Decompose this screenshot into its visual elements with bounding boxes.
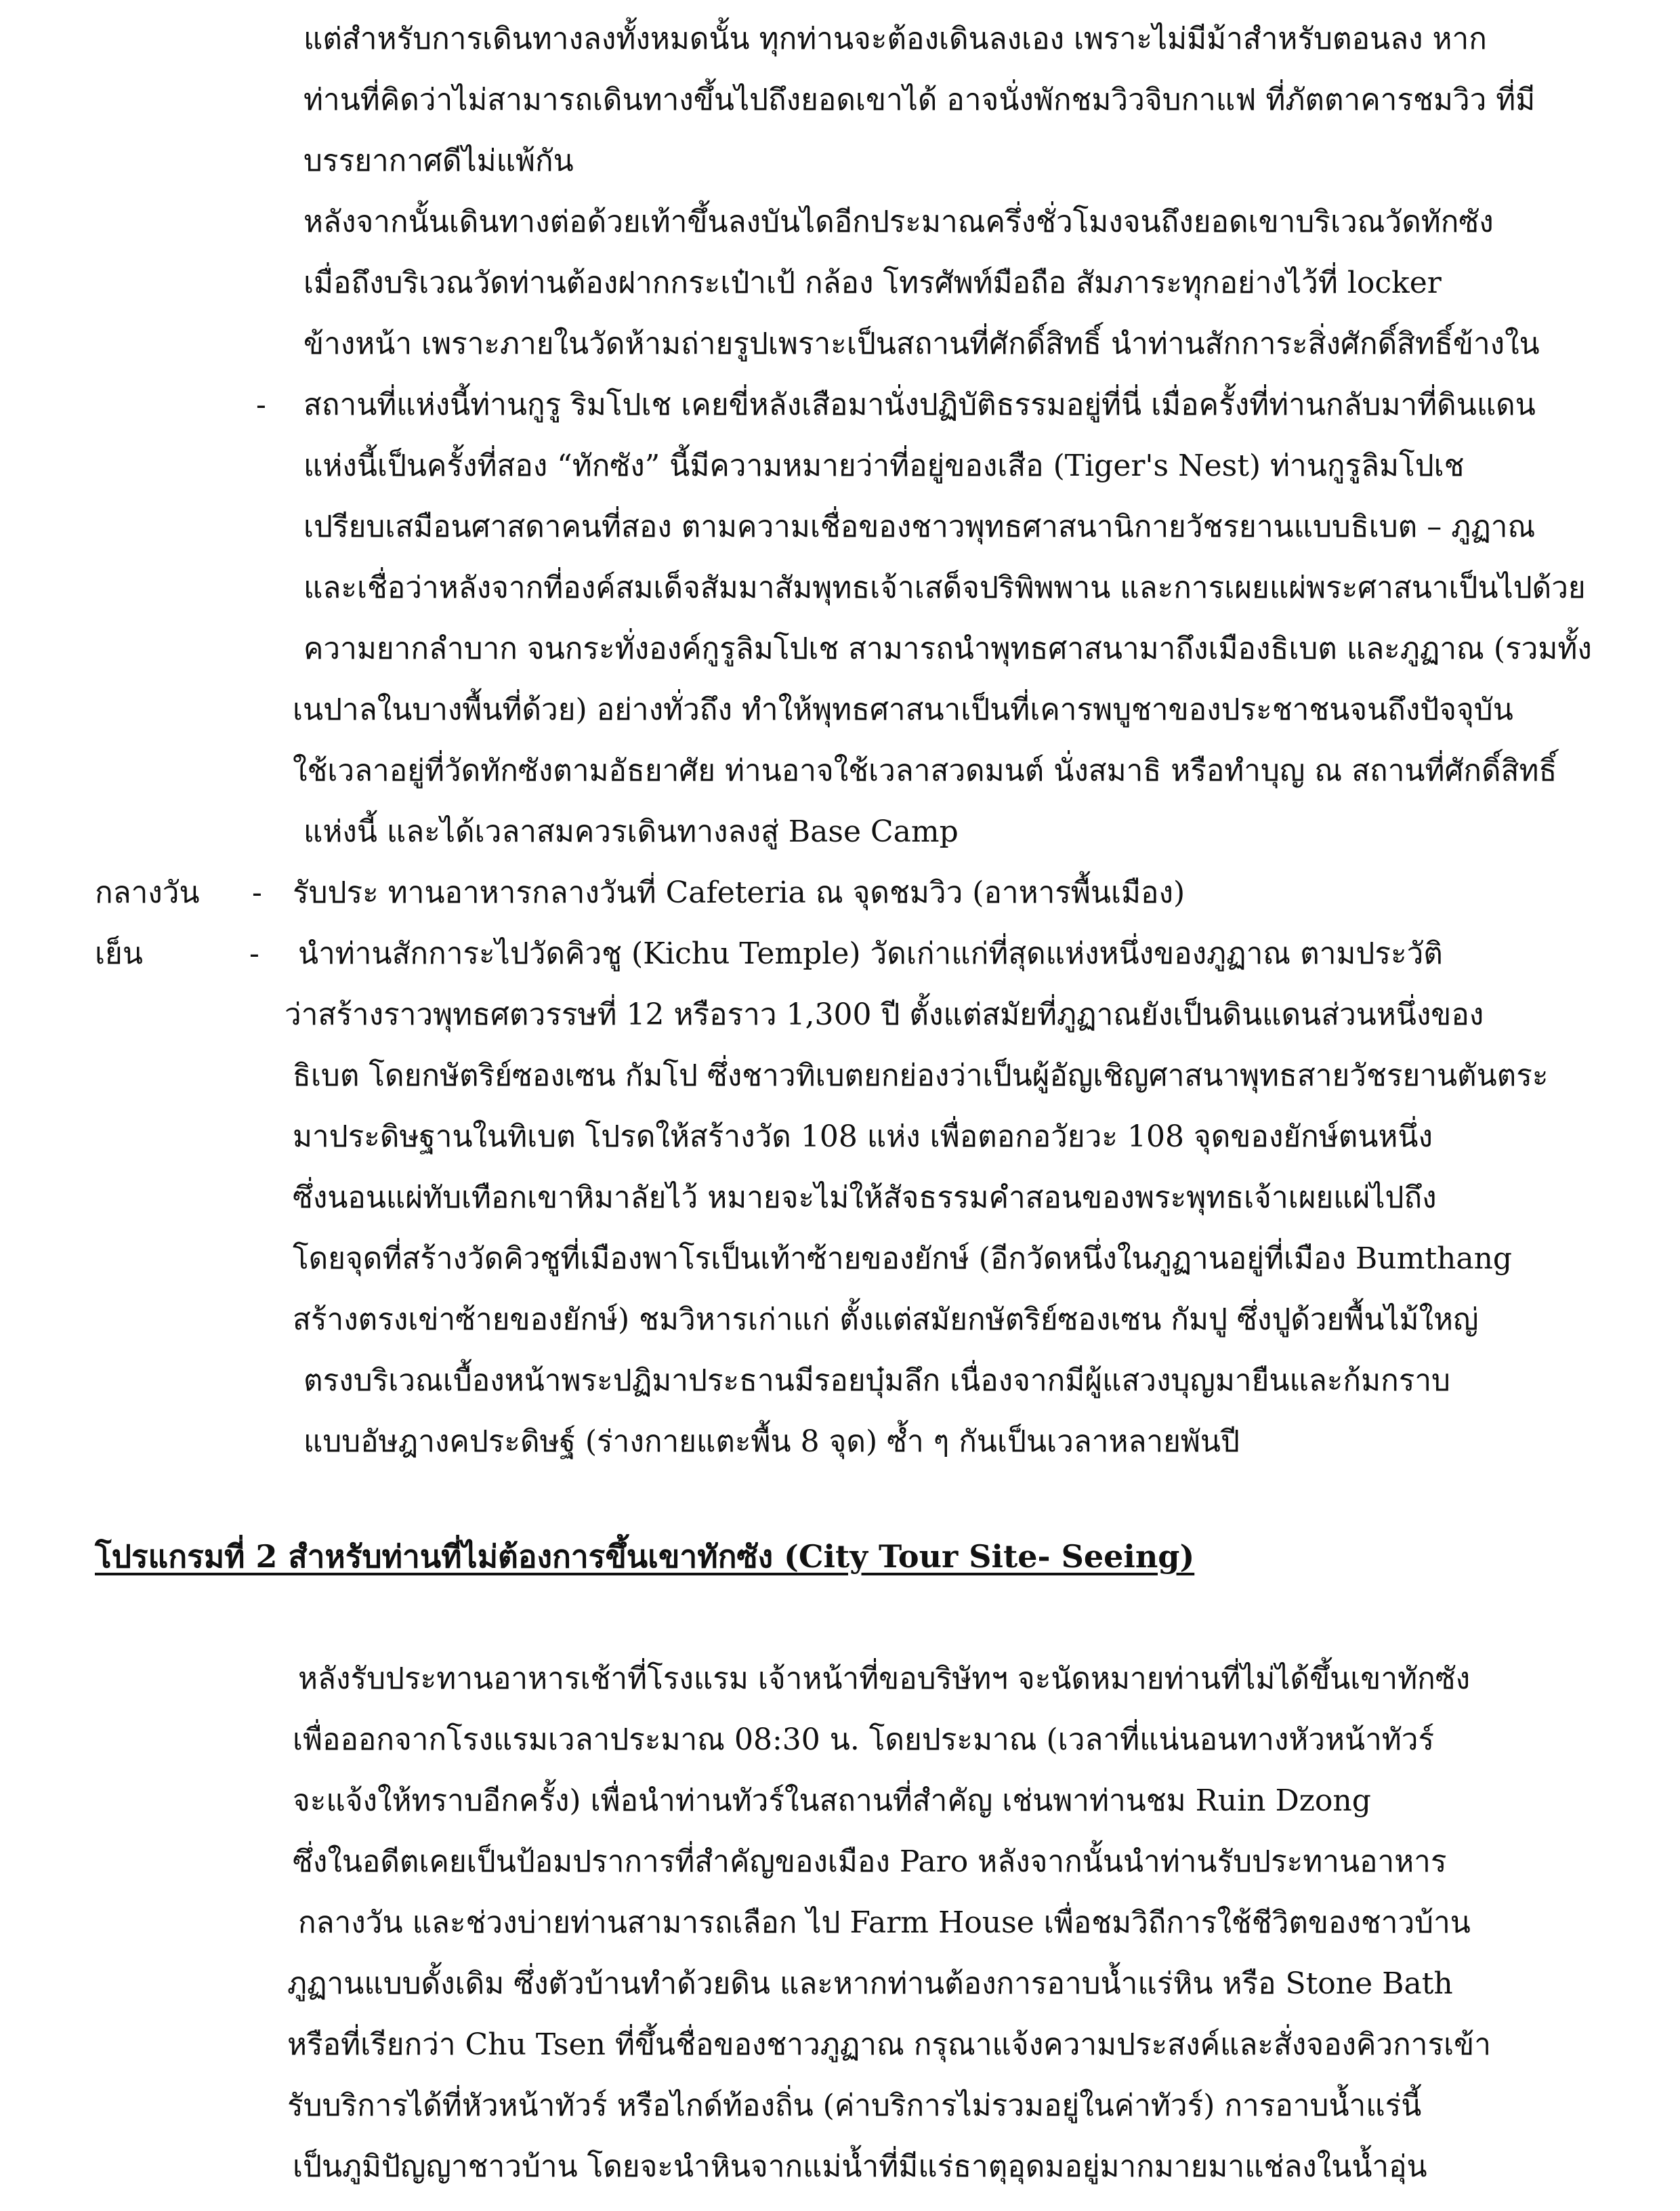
evening-dash: -	[249, 936, 259, 971]
program2-line: รับบริการได้ที่หัวหน้าทัวร์ หรือไกด์ท้องถิ่น (ค่าบริการไม่รวมอยู่ในค่าทัวร์) การอาบน้ำแร่นี้	[287, 2088, 1422, 2123]
program2-heading: โปรแกรมที่ 2 สำหรับท่านที่ไม่ต้องการขึ้นเขาทักซัง (City Tour Site- Seeing)	[95, 1538, 1195, 1575]
intro-line: เมื่อถึงบริเวณวัดท่านต้องฝากกระเป๋าเป้ กล้อง โทรศัพท์มือถือ สัมภาระทุกอย่างไว้ที่ locker	[303, 266, 1442, 300]
program2-line: จะแจ้งให้ทราบอีกครั้ง) เพื่อนำท่านทัวร์ในสถานที่สำคัญ เช่นพาท่านชม Ruin Dzong	[293, 1783, 1371, 1818]
evening-line: ตรงบริเวณเบื้องหน้าพระปฏิมาประธานมีรอยบุ๋มลึก เนื่องจากมีผู้แสวงบุญมายืนและก้มกราบ	[303, 1363, 1450, 1398]
program2-line: หรือที่เรียกว่า Chu Tsen ที่ขึ้นชื่อของชาวภูฏาณ กรุณาแจ้งความประสงค์และสั่งจองคิวการเข้า	[287, 2027, 1491, 2062]
evening-label: เย็น	[95, 936, 143, 971]
evening-line: สร้างตรงเข่าซ้ายของยักษ์) ชมวิหารเก่าแก่ ตั้งแต่สมัยกษัตริย์ซองเซน กัมปู ซึ่งปูด้วยพื้นไม้ใหญ่	[293, 1302, 1479, 1337]
lunch-dash: -	[252, 875, 262, 910]
bullet-dash: -	[256, 388, 266, 422]
intro-line: แต่สำหรับการเดินทางลงทั้งหมดนั้น ทุกท่านจะต้องเดินลงเอง เพราะไม่มีม้าสำหรับตอนลง หาก	[303, 22, 1487, 56]
tigers-nest-line: และเชื่อว่าหลังจากที่องค์สมเด็จสัมมาสัมพุทธเจ้าเสด็จปริพิพพาน และการเผยแผ่พระศาสนาเป็นไปด้วย	[303, 571, 1586, 605]
program2-line: เพื่อออกจากโรงแรมเวลาประมาณ 08:30 น. โดยประมาณ (เวลาที่แน่นอนทางหัวหน้าทัวร์	[293, 1722, 1435, 1757]
tigers-nest-line: แห่งนี้เป็นครั้งที่สอง “ทักซัง” นี้มีความหมายว่าที่อยู่ของเสือ (Tiger's Nest) ท่านกูรูลิมโปเช	[303, 449, 1465, 483]
program2-line: หลังรับประทานอาหารเช้าที่โรงแรม เจ้าหน้าที่ขอบริษัทฯ จะนัดหมายท่านที่ไม่ได้ขึ้นเขาทักซัง	[298, 1661, 1471, 1696]
program2-line: ซึ่งในอดีตเคยเป็นป้อมปราการที่สำคัญของเมือง Paro หลังจากนั้นนำท่านรับประทานอาหาร	[293, 1844, 1447, 1879]
program2-line: กลางวัน และช่วงบ่ายท่านสามารถเลือก ไป Farm House เพื่อชมวิถีการใช้ชีวิตของชาวบ้าน	[298, 1905, 1471, 1940]
evening-line: โดยจุดที่สร้างวัดคิวชูที่เมืองพาโรเป็นเท้าซ้ายของยักษ์ (อีกวัดหนึ่งในภูฏานอยู่ที่เมือง Bumthang	[293, 1241, 1513, 1276]
tigers-nest-line: เปรียบเสมือนศาสดาคนที่สอง ตามความเชื่อของชาวพุทธศาสนานิกายวัชรยานแบบธิเบต – ภูฏาณ	[303, 510, 1536, 544]
program2-line: ภูฏานแบบดั้งเดิม ซึ่งตัวบ้านทำด้วยดิน และหากท่านต้องการอาบน้ำแร่หิน หรือ Stone Bath	[287, 1966, 1453, 2001]
evening-line: ซึ่งนอนแผ่ทับเทือกเขาหิมาลัยไว้ หมายจะไม่ให้สัจธรรมคำสอนของพระพุทธเจ้าเผยแผ่ไปถึง	[293, 1180, 1437, 1215]
evening-line: ธิเบต โดยกษัตริย์ซองเซน กัมโป ซึ่งชาวทิเบตยกย่องว่าเป็นผู้อัญเชิญศาสนาพุทธสายวัชรยานตันตระ	[293, 1058, 1549, 1093]
evening-line: ว่าสร้างราวพุทธศตวรรษที่ 12 หรือราว 1,300 ปี ตั้งแต่สมัยที่ภูฏาณยังเป็นดินแดนส่วนหนึ่งของ	[285, 997, 1484, 1032]
evening-line: แบบอัษฎางคประดิษฐ์ (ร่างกายแตะพื้น 8 จุด) ซ้ำ ๆ กันเป็นเวลาหลายพันปี	[303, 1424, 1240, 1459]
lunch-text: รับประ ทานอาหารกลางวันที่ Cafeteria ณ จุดชมวิว (อาหารพื้นเมือง)	[293, 875, 1185, 910]
tigers-nest-line: แห่งนี้ และได้เวลาสมควรเดินทางลงสู่ Base Camp	[303, 814, 959, 849]
lunch-label: กลางวัน	[95, 875, 200, 910]
evening-line: มาประดิษฐานในทิเบต โปรดให้สร้างวัด 108 แห่ง เพื่อตอกอวัยวะ 108 จุดของยักษ์ตนหนึ่ง	[293, 1119, 1433, 1154]
program2-line: เป็นภูมิปัญญาชาวบ้าน โดยจะนำหินจากแม่น้ำที่มีแร่ธาตุอุดมอยู่มากมายมาแช่ลงในน้ำอุ่น	[293, 2149, 1427, 2184]
tigers-nest-line: ความยากลำบาก จนกระทั่งองค์กูรูลิมโปเช สามารถนำพุทธศาสนามาถึงเมืองธิเบต และภูฏาณ (รวมทั้ง	[303, 632, 1592, 666]
intro-line: หลังจากนั้นเดินทางต่อด้วยเท้าขึ้นลงบันไดอีกประมาณครึ่งชั่วโมงจนถึงยอดเขาบริเวณวัดทักซัง	[303, 205, 1494, 239]
intro-line: ข้างหน้า เพราะภายในวัดห้ามถ่ายรูปเพราะเป็นสถานที่ศักดิ์สิทธิ์ นำท่านสักการะสิ่งศักดิ์สิทธิ์ข้างใน	[303, 327, 1540, 361]
intro-line: บรรยากาศดีไม่แพ้กัน	[303, 144, 574, 178]
intro-line: ท่านที่คิดว่าไม่สามารถเดินทางขึ้นไปถึงยอดเขาได้ อาจนั่งพักชมวิวจิบกาแฟ ที่ภัตตาคารชมวิว ที่มี	[303, 83, 1536, 117]
tigers-nest-line: ใช้เวลาอยู่ที่วัดทักซังตามอัธยาศัย ท่านอาจใช้เวลาสวดมนต์ นั่งสมาธิ หรือทำบุญ ณ สถานที่ศักดิ์สิทธิ์	[293, 753, 1557, 788]
tigers-nest-line: เนปาลในบางพื้นที่ด้วย) อย่างทั่วถึง ทำให้พุทธศาสนาเป็นที่เคารพบูชาของประชาชนจนถึงปัจจุบัน	[293, 693, 1513, 727]
tigers-nest-line: สถานที่แห่งนี้ท่านกูรู ริมโปเช เคยขี่หลังเสือมานั่งปฏิบัติธรรมอยู่ที่นี่ เมื่อครั้งที่ท่านกลับมาที่ดินแดน	[303, 388, 1536, 422]
evening-line: นำท่านสักการะไปวัดคิวชู (Kichu Temple) วัดเก่าแก่ที่สุดแห่งหนึ่งของภูฏาณ ตามประวัติ	[298, 936, 1443, 971]
